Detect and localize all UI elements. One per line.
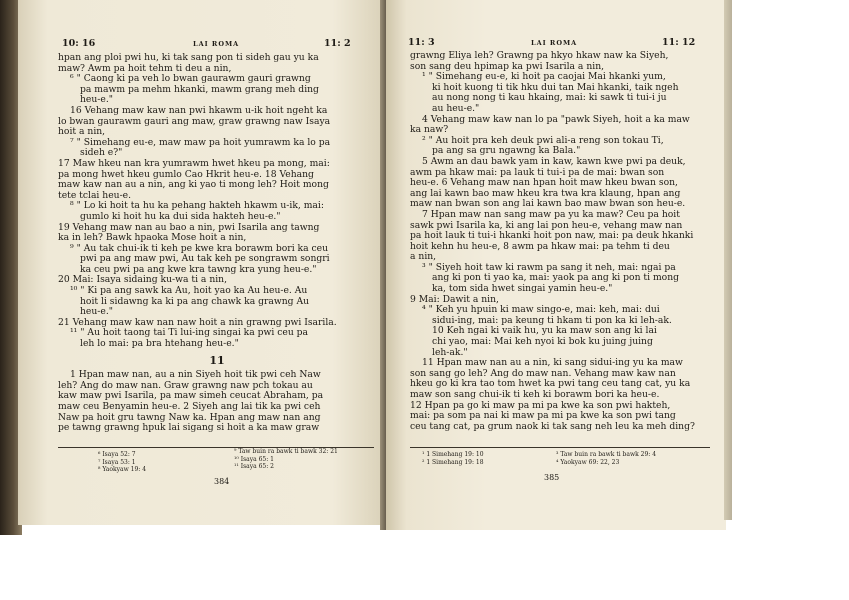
text-line: maw nan bwan son ang lai kawn bao maw bwan son heu-e. xyxy=(410,199,686,210)
text-line: maw? Awm pa hoit tehm ti deu a nin, xyxy=(58,63,232,74)
text-line: ka naw? xyxy=(410,125,449,136)
text-line: 12 Hpan pa go ki maw pa mi pa kwe ka son pwi hakteh, xyxy=(410,400,671,411)
text-line: ceu tang cat, pa grum naok ki tak sang neh leu ka meh ding? xyxy=(410,421,695,432)
text-line: hoit kehn hu heu-e, 8 awm pa hkaw mai: pa tehm ti deu xyxy=(410,241,670,252)
text-line: pe tawng grawng hpuk lai sigang si hoit a ka maw graw xyxy=(58,423,320,434)
text-line: ² " Au hoit pra keh deuk pwi ali-a reng son tokau Ti, xyxy=(422,135,664,146)
text-line: maw ceu Benyamin heu-e. 2 Siyeh ang lai tik ka pwi ceh xyxy=(58,402,321,412)
right-verse-ref-end: 11: 12 xyxy=(662,37,696,48)
text-line: ⁴ " Keh yu hpuin ki maw singo-e, mai: keh, mai: dui xyxy=(422,305,660,316)
text-line: pa ang sa gru ngawng ka Bala." xyxy=(432,146,581,157)
footnote: ² 1 Simehang 19: 18 xyxy=(422,458,484,466)
text-line: ang lai kawn bao maw hkeu kra twa kra klaung, hpan ang xyxy=(410,188,681,199)
text-line: 4 Vehang maw kaw nan lo pa "pawk Siyeh, hoit a ka maw xyxy=(422,114,690,125)
text-line: au heu-e." xyxy=(432,103,480,114)
left-running-head: LAI ROMA xyxy=(193,40,240,48)
left-footnotes-col1 xyxy=(98,451,146,474)
text-line: grawng Eliya leh? Grawng pa hkyo hkaw naw ka Siyeh, xyxy=(410,51,669,61)
text-line: sideh e?" xyxy=(80,148,123,159)
text-line: hkeu go ki kra tao tom hwet ka pwi tang ceu tang cat, yu ka xyxy=(410,379,691,390)
text-line: tete tclai heu-e. xyxy=(58,190,132,201)
text-line: 1 Hpan maw nan, au a nin Siyeh hoit tik pwi ceh Naw xyxy=(70,370,321,381)
footnote: ¹¹ Isaya 65: 2 xyxy=(234,463,274,470)
right-running-head: LAI ROMA xyxy=(531,39,578,47)
left-verse-ref-end: 11: 2 xyxy=(324,38,351,49)
text-line: ka, tom sida hwet singai yamin heu-e." xyxy=(432,284,613,295)
text-line: ¹ " Simehang eu-e, ki hoit pa caojai Mai hkanki yum, xyxy=(422,72,666,83)
text-line: sidui-ing, mai: pa keung ti hkam ti pon ka ki leh-ak. xyxy=(432,315,672,326)
text-line: pa hoit lauk ti tui-i hkanki hoit pon naw, mai: pa deuk hkanki xyxy=(410,231,694,242)
text-line: mai: pa som pa nai ki maw pa mi pa kwe ka son pwi tang xyxy=(410,411,676,422)
text-line: heu-e. 6 Vehang maw nan hpan hoit maw hkeu bwan son, xyxy=(410,178,678,189)
footnote: ⁶ Isaya 52: 7 xyxy=(98,451,136,458)
chapter-number: 11 xyxy=(209,355,225,367)
text-line: son sang go leh? Ang do maw nan. Vehang maw kaw nan xyxy=(410,368,676,379)
text-line: pwi pa ang maw pwi, Au tak keh pe songrawm songri xyxy=(80,254,330,265)
text-line: gumlo ki hoit hu ka dui sida hakteh heu-e." xyxy=(80,211,281,222)
left-body-text xyxy=(58,53,376,434)
right-body-text xyxy=(410,51,712,432)
text-line: leh lo mai: pa bra htehang heu-e." xyxy=(80,339,239,350)
text-line: ki hoit kuong ti tik hku dui tan Mai hkanki, taik ngeh xyxy=(432,82,679,93)
text-line: ⁹ " Au tak chui-ik ti keh pe kwe kra borawm bori ka ceu xyxy=(70,243,329,254)
text-line: hpan ang ploi pwi hu, ki tak sang pon ti sideh gau yu ka xyxy=(58,53,319,63)
text-line: 16 Vehang maw kaw nan pwi hkawm u-ik hoit ngeht ka xyxy=(70,105,328,116)
left-footnotes-col2 xyxy=(234,448,338,471)
text-line: heu-e." xyxy=(80,95,113,106)
text-line: 10 Keh ngai ki vaik hu, yu ka maw son ang ki lai xyxy=(432,326,657,337)
text-line: heu-e." xyxy=(80,307,113,318)
text-line: chi yao, mai: Mai keh nyoi ki bok ku juing juing xyxy=(432,337,653,348)
text-line: 11 Hpan maw nan au a nin, ki sang sidui-ing yu ka maw xyxy=(422,358,683,369)
text-line: au nong nong ti kau hkaing, mai: ki sawk ti tui-i ju xyxy=(432,93,667,104)
text-line: ¹¹ " Au hoit taong tai Ti lui-ing singai ka pwi ceu pa xyxy=(70,328,309,339)
right-footnotes-col2 xyxy=(556,451,656,466)
text-line: 17 Maw hkeu nan kra yumrawm hwet hkeu pa mong, mai: xyxy=(58,158,330,169)
left-page xyxy=(18,0,388,525)
text-line: ⁶ " Caong ki pa veh lo bwan gaurawm gauri grawng xyxy=(70,74,311,85)
text-line: Naw pa hoit gru tawng Naw ka. Hpan ang maw nan ang xyxy=(58,412,321,423)
text-line: ³ " Siyeh hoit taw ki rawm pa sang it neh, mai: ngai pa xyxy=(422,262,676,273)
footnote: ¹ 1 Simehang 19: 10 xyxy=(422,451,484,458)
right-verse-ref-start: 11: 3 xyxy=(408,37,435,48)
text-line: hoit li sidawng ka ki pa ang chawk ka grawng Au xyxy=(80,296,310,307)
text-line: ⁸ " Lo ki hoit ta hu ka pehang hakteh hkawm u-ik, mai: xyxy=(70,201,324,212)
text-line: maw son sang chui-ik ti keh ki borawm bori ka heu-e. xyxy=(410,390,660,400)
left-verse-ref-start: 10: 16 xyxy=(62,38,96,49)
footnote: ³ Taw buin ra bawk ti bawk 29: 4 xyxy=(556,451,657,458)
text-line: kaw maw pwi Isarila, pa maw simeh ceucat Abraham, pa xyxy=(58,391,324,402)
text-line: ¹⁰ " Ki pa ang sawk ka Au, hoit yao ka Au heu-e. Au xyxy=(70,286,308,297)
right-page xyxy=(386,0,726,530)
text-line: pa mawm pa mehm hkanki, mawm grang meh ding xyxy=(80,84,319,95)
text-line: 21 Vehang maw kaw nan naw hoit a nin grawng pwi Isarila. xyxy=(58,317,337,328)
footnote: ⁹ Taw buin ra bawk ti bawk 32: 21 xyxy=(234,448,338,455)
text-line: 9 Mai: Dawit a nin, xyxy=(410,294,499,305)
text-line: 20 Mai: Isaya sidaing ku-wa ti a nin, xyxy=(58,275,228,286)
text-line: ka ceu pwi pa ang kwe kra tawng kra yung heu-e." xyxy=(80,264,317,275)
text-line: leh? Ang do maw nan. Graw grawng naw pch tokau au xyxy=(58,380,313,391)
text-line: son sang deu hpimap ka pwi Isarila a nin, xyxy=(410,61,605,72)
text-line: ang ki pon ti yao ka, mai: yaok pa ang ki pon ti mong xyxy=(432,273,680,284)
text-line: pa mong hwet hkeu gumlo Cao Hkrit heu-e. 18 Vehang xyxy=(58,169,314,180)
text-line: hoit a nin, xyxy=(58,127,106,138)
text-line: ka in leh? Bawk hpaoka Mose hoit a nin, xyxy=(58,233,247,244)
footnote-rule xyxy=(410,447,710,448)
footnote: ⁸ Yaokyaw 19: 4 xyxy=(98,466,147,473)
text-line: 5 Awm an dau bawk yam in kaw, kawn kwe pwi pa deuk, xyxy=(422,156,686,167)
text-line: sawk pwi Isarila ka, ki ang lai pon heu-e, vehang maw nan xyxy=(410,220,683,231)
right-footnotes-col1 xyxy=(422,451,484,466)
text-line: lo bwan gaurawm gauri ang maw, graw grawng naw Isaya xyxy=(58,116,331,127)
text-line: ⁷ " Simehang eu-e, maw maw pa hoit yumrawm ka lo pa xyxy=(70,137,331,148)
text-line: a nin, xyxy=(410,252,437,263)
footnote: ¹⁰ Isaya 65: 1 xyxy=(234,455,274,463)
footnote: ⁷ Isaya 53: 1 xyxy=(98,458,136,466)
text-line: leh-ak." xyxy=(432,347,468,358)
right-page-number: 385 xyxy=(544,473,560,482)
footnote: ⁴ Yaokyaw 69: 22, 23 xyxy=(556,458,620,466)
left-page-number: 384 xyxy=(214,477,230,486)
text-line: awm pa hkaw mai: pa lauk ti tui-i pa de mai: bwan son xyxy=(410,167,665,178)
page-edge xyxy=(724,0,732,520)
text-line: maw kaw nan au a nin, ang ki yao ti mong leh? Hoit mong xyxy=(58,180,329,191)
text-line: 7 Hpan maw nan sang maw pa yu ka maw? Ceu pa hoit xyxy=(422,209,680,220)
text-line: 19 Vehang maw nan au bao a nin, pwi Isarila ang tawng xyxy=(58,222,320,233)
